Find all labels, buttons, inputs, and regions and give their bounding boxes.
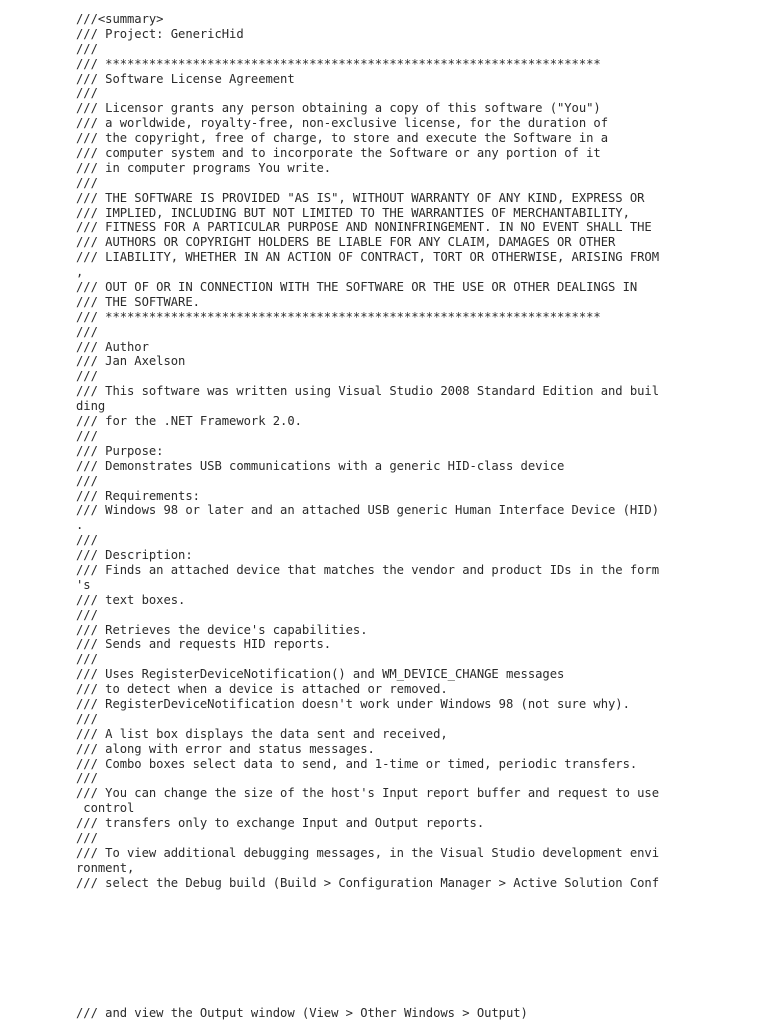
code-line: /// [76, 473, 98, 488]
code-line: /// [76, 533, 98, 548]
code-line: /// LIABILITY, WHETHER IN AN ACTION OF CONTRACT, TORT OR OTHERWISE, ARISING FROM [76, 250, 660, 265]
code-line: /// Windows 98 or later and an attached USB generic Human Interface Device (HID) [76, 503, 660, 518]
code-comment-block [76, 12, 756, 891]
code-line: /// Software License Agreement [76, 71, 295, 86]
code-line: /// Demonstrates USB communications with a generic HID-class device [76, 458, 565, 473]
code-line: /// AUTHORS OR COPYRIGHT HOLDERS BE LIABLE FOR ANY CLAIM, DAMAGES OR OTHER [76, 235, 616, 250]
code-line: /// a worldwide, royalty-free, non-exclusive license, for the duration of [76, 116, 608, 131]
code-line: control [76, 801, 135, 816]
code-line: /// transfers only to exchange Input and Output reports. [76, 816, 485, 831]
code-line: /// [76, 711, 98, 726]
code-line: /// [76, 830, 98, 845]
code-line: /// in computer programs You write. [76, 160, 332, 175]
code-line: /// for the .NET Framework 2.0. [76, 414, 302, 429]
code-line: /// ******************************************************************** [76, 56, 601, 71]
code-line: /// THE SOFTWARE IS PROVIDED "AS IS", WITHOUT WARRANTY OF ANY KIND, EXPRESS OR [76, 190, 645, 205]
code-line: /// THE SOFTWARE. [76, 294, 200, 309]
code-line: ding [76, 399, 106, 414]
code-line: /// along with error and status messages. [76, 741, 375, 756]
code-line: /// FITNESS FOR A PARTICULAR PURPOSE AND NONINFRINGEMENT. IN NO EVENT SHALL THE [76, 220, 652, 235]
code-line: /// [76, 175, 98, 190]
code-line: /// Purpose: [76, 443, 164, 458]
code-line: /// To view additional debugging messages, in the Visual Studio development envi [76, 845, 660, 860]
code-line: ronment, [76, 860, 135, 875]
code-line: /// select the Debug build (Build > Configuration Manager > Active Solution Conf [76, 875, 660, 890]
code-line: /// [76, 428, 98, 443]
code-line: /// ******************************************************************** [76, 309, 601, 324]
code-line: /// Uses RegisterDeviceNotification() and WM_DEVICE_CHANGE messages [76, 667, 565, 682]
code-line: /// computer system and to incorporate the Software or any portion of it [76, 146, 601, 161]
code-line: /// Finds an attached device that matches the vendor and product IDs in the form [76, 562, 660, 577]
code-line: /// Combo boxes select data to send, and 1-time or timed, periodic transfers. [76, 756, 638, 771]
code-line: /// Requirements: [76, 488, 200, 503]
code-line: /// Retrieves the device's capabilities. [76, 622, 368, 637]
code-line: /// [76, 607, 98, 622]
code-line: /// [76, 86, 98, 101]
code-line: /// Project: GenericHid [76, 26, 244, 41]
code-line: /// IMPLIED, INCLUDING BUT NOT LIMITED TO THE WARRANTIES OF MERCHANTABILITY, [76, 205, 630, 220]
code-line: /// Sends and requests HID reports. [76, 637, 332, 652]
code-line: /// Licensor grants any person obtaining a copy of this software ("You") [76, 101, 601, 116]
code-line: /// Jan Axelson [76, 354, 186, 369]
code-line: /// [76, 41, 98, 56]
code-line: /// Description: [76, 548, 193, 563]
code-line: . [76, 518, 84, 533]
code-line: /// OUT OF OR IN CONNECTION WITH THE SOFTWARE OR THE USE OR OTHER DEALINGS IN [76, 280, 638, 295]
code-line: /// [76, 652, 98, 667]
code-line: /// A list box displays the data sent and received, [76, 726, 448, 741]
code-line: , [76, 265, 84, 280]
code-line: /// You can change the size of the host's Input report buffer and request to use [76, 786, 660, 801]
code-line: 's [76, 577, 91, 592]
code-line: /// [76, 369, 98, 384]
code-line: /// [76, 324, 98, 339]
code-line: /// text boxes. [76, 592, 186, 607]
code-line: /// the copyright, free of charge, to store and execute the Software in a [76, 131, 608, 146]
code-line: ///<summary> [76, 12, 164, 26]
code-line: /// Author [76, 339, 149, 354]
code-line: /// RegisterDeviceNotification doesn't work under Windows 98 (not sure why). [76, 696, 630, 711]
code-line: /// and view the Output window (View > Other Windows > Output) [76, 1006, 528, 1020]
code-line: /// [76, 771, 98, 786]
code-line: /// This software was written using Visual Studio 2008 Standard Edition and buil [76, 384, 660, 399]
code-comment-tail [76, 1006, 756, 1021]
code-line: /// to detect when a device is attached or removed. [76, 682, 448, 697]
